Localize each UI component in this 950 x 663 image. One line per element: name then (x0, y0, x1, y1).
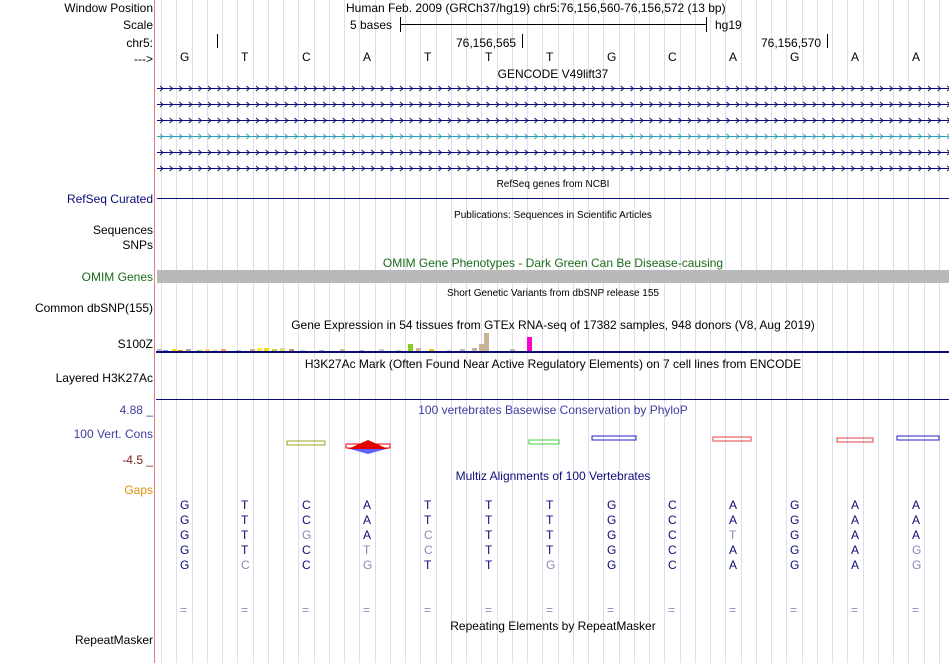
multiz-base: A (851, 513, 860, 527)
multiz-base: G (363, 558, 373, 572)
multiz-base: C (302, 513, 311, 527)
multiz-base: = (363, 603, 371, 617)
multiz-base: T (241, 513, 249, 527)
refseq-track-label[interactable]: RefSeq Curated (66, 192, 153, 206)
multiz-base: T (485, 558, 493, 572)
multiz-base: A (363, 528, 372, 542)
multiz-base: G (180, 543, 190, 557)
omim-track-title[interactable]: OMIM Gene Phenotypes - Dark Green Can Be Disease-causing (382, 256, 724, 270)
multiz-base: C (424, 543, 433, 557)
multiz-base: G (180, 498, 190, 512)
base-letter: C (668, 50, 677, 64)
multiz-base: = (607, 603, 615, 617)
base-letter: T (424, 50, 432, 64)
multiz-base: = (912, 603, 920, 617)
ruler-position-1: 76,156,565 (456, 36, 517, 50)
scale-bar-label: 5 bases (350, 18, 393, 32)
multiz-base: C (668, 543, 677, 557)
multiz-base: G (546, 558, 556, 572)
multiz-base: T (424, 498, 432, 512)
multiz-base: G (790, 558, 800, 572)
multiz-base: G (607, 498, 617, 512)
phylop-max-value: 4.88 _ (119, 403, 153, 417)
multiz-base: G (607, 513, 617, 527)
base-letter: T (485, 50, 493, 64)
multiz-base: A (363, 498, 372, 512)
base-letter: T (241, 50, 249, 64)
multiz-base: C (241, 558, 250, 572)
multiz-base: A (729, 558, 738, 572)
multiz-base: C (668, 498, 677, 512)
phylop-score-mark[interactable] (713, 437, 751, 441)
multiz-base: = (485, 603, 493, 617)
multiz-base: T (546, 543, 554, 557)
phylop-score-mark[interactable] (350, 449, 386, 454)
window-position-label: Window Position (64, 1, 153, 15)
multiz-base: G (912, 558, 922, 572)
multiz-base: T (485, 498, 493, 512)
multiz-base: G (180, 558, 190, 572)
multiz-base: T (546, 513, 554, 527)
multiz-base: G (790, 513, 800, 527)
window-position-value[interactable]: Human Feb. 2009 (GRCh37/hg19) chr5:76,156,560-76,156,572 (13 bp) (346, 1, 726, 15)
multiz-base: = (241, 603, 249, 617)
multiz-base: C (668, 528, 677, 542)
multiz-base: T (241, 543, 249, 557)
phylop-score-mark[interactable] (592, 436, 636, 440)
multiz-base: C (668, 558, 677, 572)
multiz-base: A (912, 528, 921, 542)
multiz-base: G (607, 558, 617, 572)
base-letter: G (790, 50, 800, 64)
gencode-track-title[interactable]: GENCODE V49lift37 (497, 67, 609, 81)
multiz-base: A (851, 558, 860, 572)
multiz-base: A (851, 543, 860, 557)
multiz-base: G (180, 513, 190, 527)
scale-label: Scale (122, 18, 153, 32)
base-letter: T (546, 50, 554, 64)
multiz-base: T (546, 528, 554, 542)
multiz-base: T (485, 513, 493, 527)
phylop-score-mark[interactable] (897, 436, 939, 440)
multiz-base: T (363, 543, 371, 557)
pubs-snps-label[interactable]: SNPs (122, 238, 153, 252)
base-letter: G (607, 50, 617, 64)
omim-track-label[interactable]: OMIM Genes (81, 270, 153, 284)
dbsnp-track-label[interactable]: Common dbSNP(155) (34, 301, 153, 315)
multiz-base: = (546, 603, 554, 617)
phylop-score-mark[interactable] (837, 438, 873, 442)
dbsnp-track-title[interactable]: Short Genetic Variants from dbSNP release 155 (447, 288, 659, 299)
multiz-base: = (851, 603, 859, 617)
base-letter: A (363, 50, 372, 64)
repeatmasker-track-title[interactable]: Repeating Elements by RepeatMasker (450, 619, 656, 633)
multiz-base: T (546, 498, 554, 512)
multiz-base: A (912, 513, 921, 527)
multiz-base: = (729, 603, 737, 617)
multiz-base: G (790, 528, 800, 542)
multiz-base: G (790, 498, 800, 512)
h3k27ac-track-title[interactable]: H3K27Ac Mark (Often Found Near Active Regulatory Elements) on 7 cell lines from ENCODE (304, 357, 802, 371)
phylop-track-label[interactable]: 100 Vert. Cons (73, 427, 153, 441)
multiz-base: T (729, 528, 737, 542)
multiz-base: T (241, 528, 249, 542)
multiz-base: C (302, 558, 311, 572)
multiz-base: A (851, 528, 860, 542)
multiz-track-title[interactable]: Multiz Alignments of 100 Vertebrates (455, 469, 651, 483)
multiz-base: = (424, 603, 432, 617)
multiz-base: A (363, 513, 372, 527)
multiz-base: T (241, 498, 249, 512)
multiz-base: A (851, 498, 860, 512)
multiz-gaps-label[interactable]: Gaps (124, 483, 153, 497)
multiz-base: A (729, 513, 738, 527)
multiz-base: T (424, 558, 432, 572)
ruler-position-2: 76,156,570 (761, 36, 822, 50)
gtex-track-label[interactable]: S100Z (117, 337, 153, 351)
phylop-min-value: -4.5 _ (122, 453, 153, 467)
multiz-base: = (790, 603, 798, 617)
multiz-base: = (668, 603, 676, 617)
refseq-track-title[interactable]: RefSeq genes from NCBI (496, 179, 610, 190)
multiz-base: G (302, 528, 312, 542)
phylop-score-mark[interactable] (529, 440, 559, 444)
base-letter: C (302, 50, 311, 64)
multiz-base: A (729, 498, 738, 512)
base-letter: A (729, 50, 738, 64)
strand-label: ---> (134, 52, 153, 66)
phylop-score-mark[interactable] (287, 441, 325, 445)
gtex-track-title[interactable]: Gene Expression in 54 tissues from GTEx RNA-seq of 17382 samples, 948 donors (V8, Aug 2019) (291, 318, 815, 332)
multiz-base: G (607, 543, 617, 557)
multiz-base: G (180, 528, 190, 542)
base-letter: A (851, 50, 860, 64)
multiz-base: G (912, 543, 922, 557)
multiz-base: G (607, 528, 617, 542)
multiz-base: C (302, 498, 311, 512)
repeatmasker-track-label[interactable]: RepeatMasker (74, 633, 153, 647)
scale-assembly-label: hg19 (715, 18, 742, 32)
multiz-base: C (424, 528, 433, 542)
pubs-track-title[interactable]: Publications: Sequences in Scientific Articles (454, 210, 652, 221)
multiz-base: C (668, 513, 677, 527)
chrom-label: chr5: (126, 36, 153, 50)
h3k27ac-track-label[interactable]: Layered H3K27Ac (55, 371, 153, 385)
pubs-sequences-label[interactable]: Sequences (92, 223, 153, 237)
multiz-base: G (790, 543, 800, 557)
multiz-base: T (485, 528, 493, 542)
multiz-base: A (729, 543, 738, 557)
multiz-base: A (912, 498, 921, 512)
base-letter: G (180, 50, 190, 64)
multiz-base: T (485, 543, 493, 557)
multiz-base: T (424, 513, 432, 527)
base-letter: A (912, 50, 921, 64)
multiz-base: C (302, 543, 311, 557)
phylop-track-title[interactable]: 100 vertebrates Basewise Conservation by PhyloP (418, 403, 688, 417)
multiz-base: = (302, 603, 310, 617)
multiz-base: = (180, 603, 188, 617)
